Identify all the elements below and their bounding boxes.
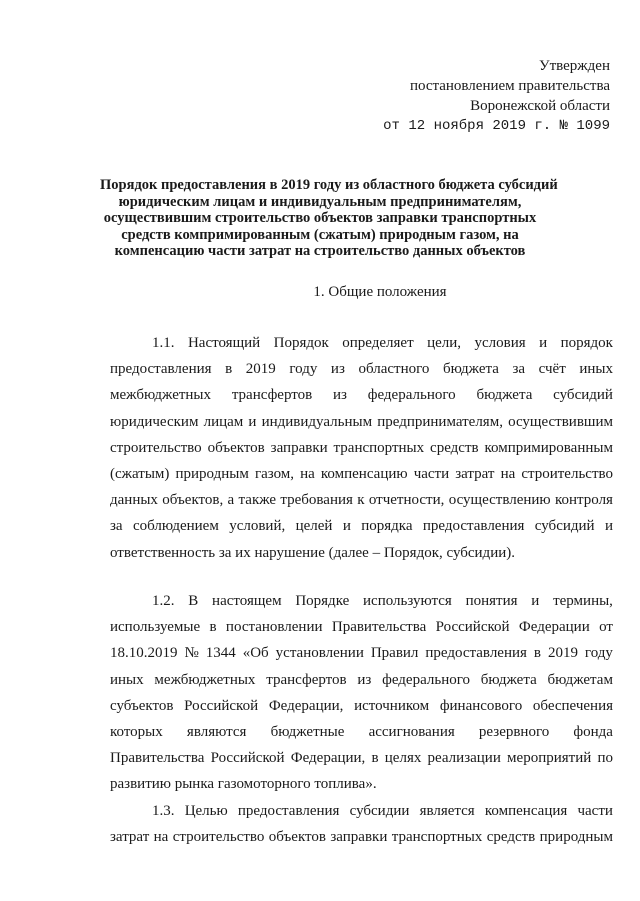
paragraph-line: ответственность за их нарушение (далее – Порядок, субсидии).: [110, 544, 515, 561]
paragraph-line: развитию рынка газомоторного топлива».: [110, 776, 377, 793]
paragraph-line: строительство объектов заправки транспортных средств компримированным: [110, 439, 613, 456]
paragraph-line: межбюджетных трансфертов из федерального бюджета субсидий: [110, 387, 613, 404]
paragraph-line: 1.2. В настоящем Порядке используются понятия и термины,: [152, 593, 613, 609]
paragraph-line: (сжатым) природным газом, на компенсацию части затрат на строительство: [110, 466, 613, 483]
paragraph: [110, 798, 613, 850]
paragraph-line: субъектов Российской Федерации, источником финансового обеспечения: [110, 697, 613, 714]
paragraph-line: за соблюдением условий, целей и порядка предоставления субсидий и: [110, 518, 613, 535]
title-line-4: средств компримированным (сжатым) природным газом, на: [121, 226, 519, 243]
paragraph-line: используемые в постановлении Правительства Российской Федерации от: [110, 619, 613, 636]
approval-line-3: Воронежской области: [470, 98, 610, 114]
paragraph-line: 1.1. Настоящий Порядок определяет цели, условия и порядок: [152, 335, 613, 351]
paragraph-line: затрат на строительство объектов заправки транспортных средств природным: [110, 829, 613, 846]
document-title: [100, 177, 558, 260]
paragraph: [110, 330, 613, 566]
approval-date-line: от 12 ноября 2019 г. № 1099: [383, 118, 610, 134]
paragraph-line: которых являются бюджетные ассигнования резервного фонда: [110, 724, 613, 741]
section-heading: 1. Общие положения: [313, 284, 447, 300]
approval-stamp: [383, 56, 610, 136]
title-line-5: компенсацию части затрат на строительство данных объектов: [114, 243, 526, 259]
title-line-3: осуществившим строительство объектов заправки транспортных: [103, 210, 537, 226]
paragraph-line: 18.10.2019 № 1344 «Об установлении Правил предоставления в 2019 году: [110, 645, 613, 662]
approval-line-1: Утвержден: [538, 58, 610, 74]
paragraph-line: предоставления в 2019 году из областного бюджета за счёт иных: [110, 361, 613, 378]
title-line-1: Порядок предоставления в 2019 году из областного бюджета субсидий: [100, 177, 558, 193]
paragraph: [110, 588, 613, 798]
approval-line-2: постановлением правительства: [409, 78, 610, 94]
paragraph-line: 1.3. Целью предоставления субсидии является компенсация части: [152, 803, 613, 819]
paragraph-line: иных межбюджетных трансфертов из федерального бюджета бюджетам: [110, 671, 613, 688]
title-line-2: юридическим лицам и индивидуальным предпринимателям,: [118, 193, 522, 210]
paragraph-line: юридическим лицам и индивидуальным предпринимателям, осуществившим: [110, 413, 613, 430]
paragraph-line: данных объектов, а также требования к отчетности, осуществлению контроля: [110, 492, 613, 509]
paragraph-line: Правительства Российской Федерации, в целях реализации мероприятий по: [110, 750, 613, 767]
